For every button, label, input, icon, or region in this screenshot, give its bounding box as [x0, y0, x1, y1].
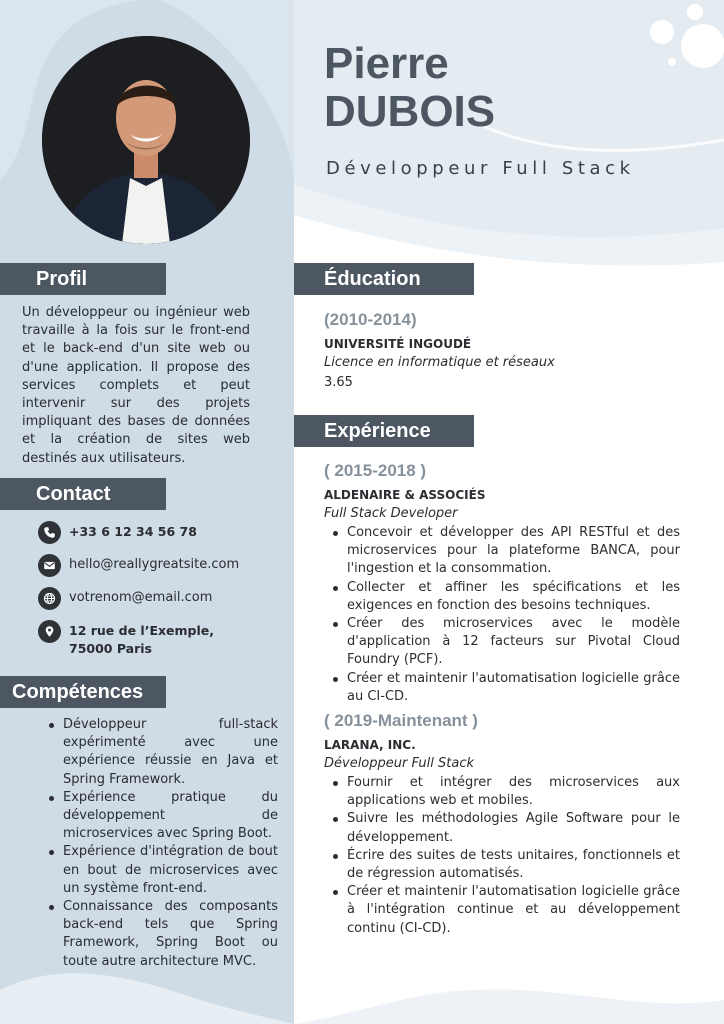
job-bullets: [324, 524, 680, 706]
contact-list: [38, 521, 278, 668]
education-school: UNIVERSITÉ INGOUDÉ: [324, 337, 472, 351]
job-role: Développeur Full Stack: [324, 756, 475, 771]
profile-text: Un développeur ou ingénieur web travaille à la fois sur le front-end et le back-end d'un site web ou d'une application. Il propose des services complets et peut intervenir sur des projets impliquant des bases de données et la création de sites web destinés aux utilisateurs.: [22, 305, 250, 466]
profile-photo: [42, 36, 250, 244]
decor-bubble: [650, 20, 674, 44]
skill-item: Expérience d'intégration de bout en bout de microservices avec un système front-end.: [44, 843, 278, 898]
job-period: ( 2015-2018 ): [324, 461, 427, 480]
job-company: LARANA, INC.: [324, 738, 416, 752]
address-text: [69, 620, 214, 658]
website-text: votrenom@email.com: [69, 590, 213, 605]
contact-address: [38, 620, 278, 658]
job-role: Full Stack Developer: [324, 506, 458, 521]
email-text: hello@reallygreatsite.com: [69, 557, 240, 572]
job-title: Développeur Full Stack: [326, 158, 635, 179]
last-name: DUBOIS: [324, 87, 496, 136]
job-bullet: Concevoir et développer des API RESTful et des microservices pour la plateforme BANCA, pour l'ingestion et la consommation.: [324, 524, 680, 579]
decor-bubble: [681, 24, 724, 68]
education-grade: 3.65: [324, 375, 353, 390]
job-bullet: Collecter et affiner les spécifications et les exigences en fonction des besoins techniques.: [324, 579, 680, 615]
decor-bubble: [687, 4, 703, 20]
globe-icon: [38, 587, 61, 610]
education-degree: Licence en informatique et réseaux: [324, 355, 555, 370]
job-bullet: Créer et maintenir l'automatisation logicielle grâce au CI-CD.: [324, 670, 680, 706]
education-heading: Éducation: [294, 263, 474, 295]
address-line-2: 75000 Paris: [69, 641, 152, 656]
job-period: ( 2019-Maintenant ): [324, 711, 478, 730]
skills-heading: Compétences: [0, 676, 166, 708]
skill-item: Développeur full-stack expérimenté avec une expérience réussie en Java et Spring Framework.: [44, 716, 278, 789]
job-bullet: Fournir et intégrer des microservices aux applications web et mobiles.: [324, 774, 680, 810]
phone-icon: [38, 521, 61, 544]
skill-item: Expérience pratique du développement de microservices avec Spring Boot.: [44, 789, 278, 844]
job-bullet: Créer des microservices avec le modèle d'application à 12 facteurs sur Pivotal Cloud Foundry (PCF).: [324, 615, 680, 670]
job-bullets: [324, 774, 680, 938]
contact-email[interactable]: [38, 554, 278, 577]
mail-icon: [38, 554, 61, 577]
education-entry: [324, 308, 680, 393]
experience-entry: [324, 709, 680, 938]
phone-text: +33 6 12 34 56 78: [69, 524, 197, 539]
contact-website[interactable]: [38, 587, 278, 610]
address-line-1: 12 rue de l’Exemple,: [69, 623, 215, 638]
experience-heading: Expérience: [294, 415, 474, 447]
decor-bubble: [668, 58, 676, 66]
job-company: ALDENAIRE & ASSOCIÉS: [324, 488, 486, 502]
person-name: [324, 40, 495, 136]
experience-entry: [324, 459, 680, 706]
first-name: Pierre: [324, 39, 449, 88]
job-bullet: Créer et maintenir l'automatisation logicielle grâce à l'intégration continue et au développement continu (CI-CD).: [324, 883, 680, 938]
job-bullet: Écrire des suites de tests unitaires, fonctionnels et de régression automatisés.: [324, 847, 680, 883]
contact-phone[interactable]: [38, 521, 278, 544]
profile-heading: Profil: [0, 263, 166, 295]
skill-item: Connaissance des composants back-end tels que Spring Framework, Spring Boot ou toute autre architecture MVC.: [44, 898, 278, 971]
job-bullet: Suivre les méthodologies Agile Software pour le développement.: [324, 810, 680, 846]
skills-list: [44, 716, 278, 971]
location-pin-icon: [38, 620, 61, 643]
contact-heading: Contact: [0, 478, 166, 510]
education-period: (2010-2014): [324, 310, 417, 329]
